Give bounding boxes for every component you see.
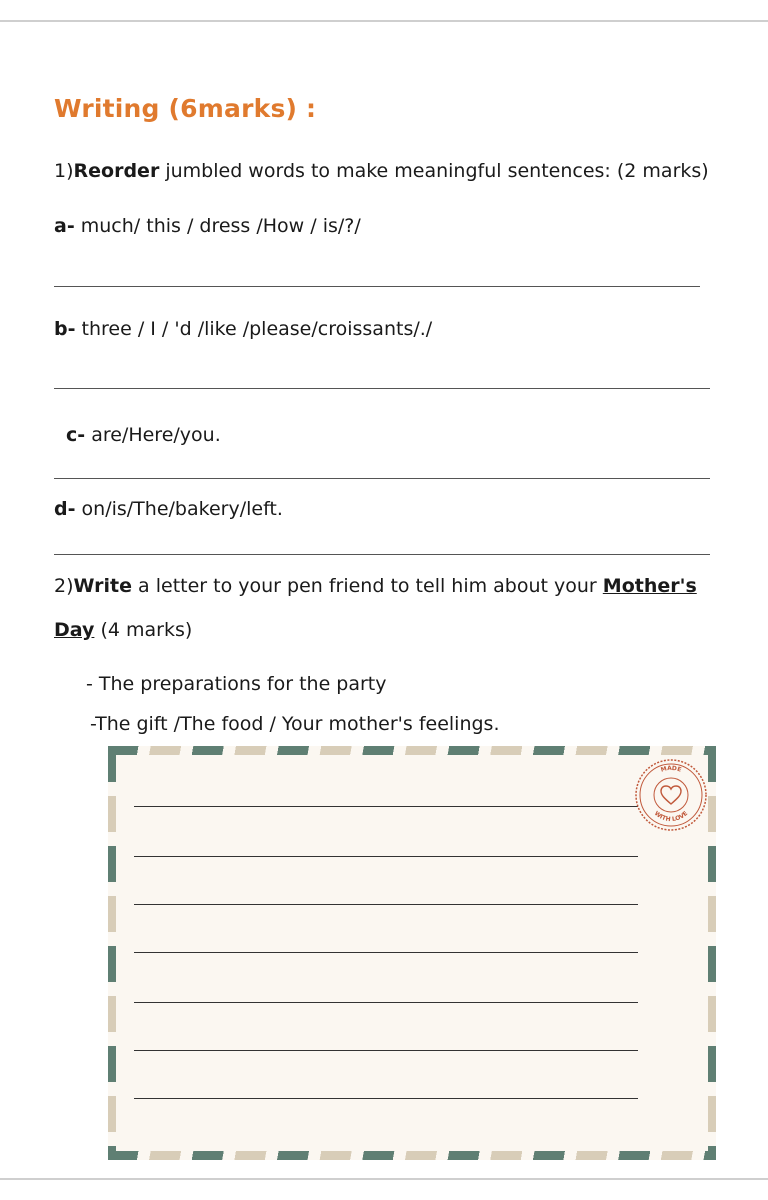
question-1 bbox=[54, 160, 709, 182]
item-b bbox=[54, 318, 432, 340]
question-1-instruction: jumbled words to make meaningful sentences: (2 marks) bbox=[159, 160, 709, 182]
question-2-number: 2) bbox=[54, 575, 74, 597]
item-d-letter: d- bbox=[54, 498, 76, 520]
item-a-letter: a- bbox=[54, 215, 75, 237]
answer-line-a[interactable] bbox=[54, 286, 700, 287]
stamp-bottom-text: WITH LOVE bbox=[652, 810, 690, 824]
made-with-love-stamp bbox=[634, 758, 708, 832]
answer-line-b[interactable] bbox=[54, 388, 710, 389]
item-a-words: much/ this / dress /How / is/?/ bbox=[74, 215, 361, 237]
writing-line-2[interactable] bbox=[134, 856, 638, 857]
writing-line-3[interactable] bbox=[134, 904, 638, 905]
writing-line-6[interactable] bbox=[134, 1050, 638, 1051]
letter-envelope bbox=[108, 746, 716, 1160]
question-1-verb: Reorder bbox=[73, 160, 160, 182]
stamp-top-text: MADE bbox=[660, 764, 683, 774]
item-b-letter: b- bbox=[54, 318, 76, 340]
question-2-instruction: a letter to your pen friend to tell him about your bbox=[132, 575, 603, 597]
item-d bbox=[54, 498, 283, 520]
hint-2: -The gift /The food / Your mother's feelings. bbox=[90, 713, 500, 735]
answer-line-c[interactable] bbox=[54, 478, 710, 479]
section-title: Writing (6marks) : bbox=[54, 94, 317, 123]
item-c-letter: c- bbox=[66, 424, 86, 446]
writing-line-4[interactable] bbox=[134, 952, 638, 953]
writing-line-1[interactable] bbox=[134, 806, 638, 807]
top-divider bbox=[0, 20, 768, 22]
envelope-right-border bbox=[708, 746, 716, 1160]
envelope-bottom-border bbox=[108, 1151, 716, 1160]
question-1-number: 1) bbox=[54, 160, 74, 182]
envelope-left-border bbox=[108, 746, 116, 1160]
question-2-topic-a: Mother's bbox=[602, 575, 697, 597]
question-2 bbox=[54, 575, 697, 597]
envelope-top-border bbox=[108, 746, 716, 755]
writing-line-5[interactable] bbox=[134, 1002, 638, 1003]
bottom-divider bbox=[0, 1178, 768, 1180]
item-d-words: on/is/The/bakery/left. bbox=[75, 498, 283, 520]
question-2-marks: (4 marks) bbox=[94, 619, 193, 641]
item-c-words: are/Here/you. bbox=[85, 424, 221, 446]
heart-icon bbox=[661, 786, 681, 804]
answer-line-d[interactable] bbox=[54, 554, 710, 555]
writing-line-7[interactable] bbox=[134, 1098, 638, 1099]
question-2-cont bbox=[54, 619, 192, 641]
question-2-verb: Write bbox=[73, 575, 132, 597]
item-b-words: three / I / 'd /like /please/croissants/./ bbox=[75, 318, 433, 340]
item-a bbox=[54, 215, 361, 237]
item-c bbox=[66, 424, 221, 446]
question-2-topic-b: Day bbox=[54, 619, 95, 641]
hint-1: - The preparations for the party bbox=[86, 673, 387, 695]
